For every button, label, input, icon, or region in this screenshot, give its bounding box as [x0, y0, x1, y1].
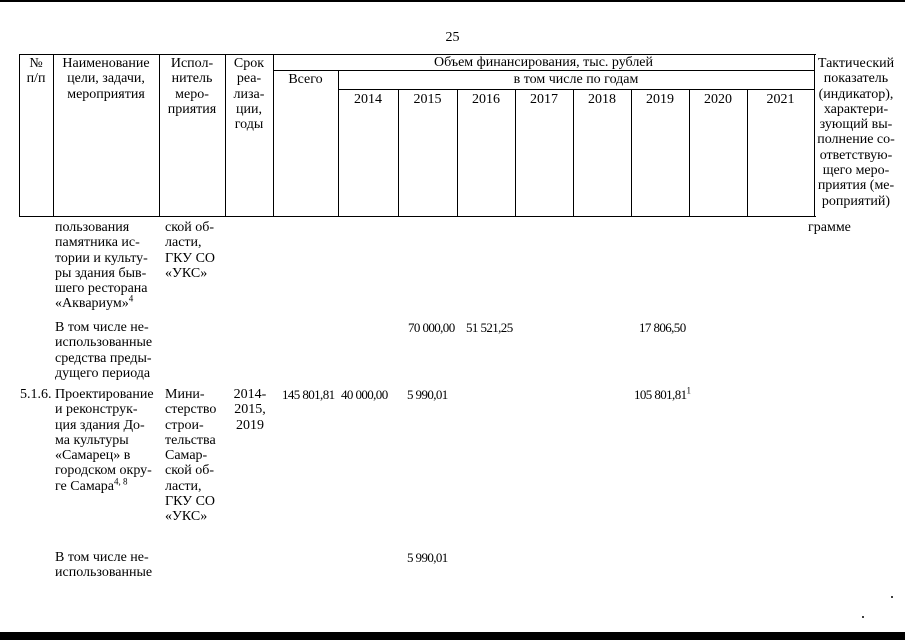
header-executor: Испол- нитель меро- приятия	[167, 56, 217, 117]
header-year: 2020	[704, 92, 732, 107]
unused-funds-2015: 70 000,00	[408, 320, 455, 335]
header-name: Наименование цели, задачи, мероприятия	[62, 56, 150, 102]
scan-speck	[862, 616, 864, 618]
scan-speck	[891, 596, 893, 598]
cont-row-name: пользования памятника ис- тории и культу- ры здания быв- шего ресторана «Аквариум»$^4$	[55, 220, 148, 312]
unused-funds-row-2-name: В том числе не- использованные	[55, 550, 153, 581]
header-year: 2015	[413, 92, 442, 107]
top-border	[0, 0, 905, 2]
item-2015: 5 990,01	[407, 387, 448, 402]
header-total: Всего	[288, 72, 323, 87]
item-term: 2014- 2015, 2019	[233, 387, 267, 433]
header-year: 2018	[588, 92, 616, 107]
cont-row-indicator: грамме	[808, 220, 851, 235]
header-num: № п/п	[26, 56, 46, 87]
page-number: 25	[445, 30, 460, 45]
unused-funds-2016: 51 521,25	[466, 320, 513, 335]
header-year: 2021	[766, 92, 795, 107]
header-year: 2019	[646, 92, 674, 107]
item-2019: 105 801,81$^1$	[634, 385, 691, 402]
bottom-border	[0, 632, 905, 640]
table-header	[19, 54, 895, 217]
item-number: 5.1.6.	[20, 387, 52, 402]
header-year: 2014	[354, 92, 382, 107]
unused-funds-2019: 17 806,50	[639, 320, 686, 335]
header-by-years: в том числе по годам	[513, 72, 639, 87]
unused-funds-2-2015: 5 990,01	[407, 550, 448, 565]
header-year: 2016	[472, 92, 500, 107]
item-name: Проектирование и реконструк- ция здания До- ма культуры «Самарец» в городском окру- ге Самара$^{4, 8}$	[55, 387, 154, 494]
header-term: Срок реа- лиза- ции, годы	[233, 56, 265, 133]
cont-row-executor: ской об- ласти, ГКУ СО «УКС»	[165, 220, 216, 281]
item-total: 145 801,81	[282, 387, 335, 402]
header-funding: Объем финансирования, тыс. рублей	[433, 55, 654, 70]
item-executor: Мини- стерство строи- тельства Самар- ской об- ласти, ГКУ СО «УКС»	[165, 387, 217, 525]
item-2014: 40 000,00	[341, 387, 388, 402]
header-year: 2017	[530, 92, 558, 107]
header-indicator: Тактический показатель (индикатор), характери- зующий вы- полнение со- ответствую- щего меро- приятия (ме- роприятий)	[817, 56, 895, 209]
unused-funds-row-name: В том числе не- использованные средства преды- дущего периода	[55, 320, 153, 381]
